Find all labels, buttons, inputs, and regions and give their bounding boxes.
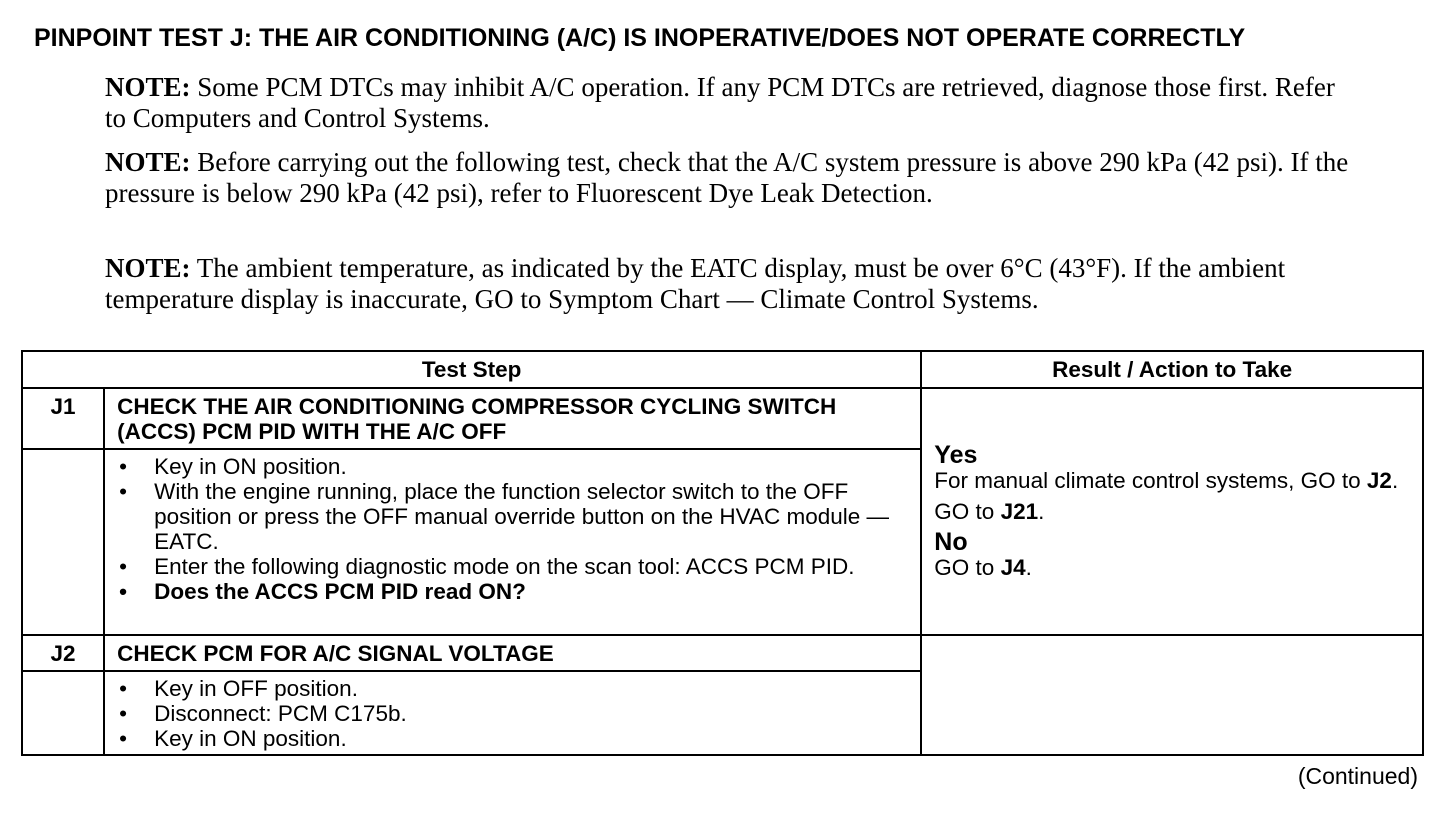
step-bullets-j1 [104,449,921,635]
note-label: NOTE: [105,147,191,177]
ref-j2-link: J2 [1366,468,1392,493]
list-item: • With the engine running, place the function selector switch to the OFF position or press the OFF manual override button on the HVAC module — EATC. [119,479,910,554]
result-yes-label: Yes [934,441,978,469]
result-goto-text: GO to [934,555,1001,580]
result-punct: . [1038,499,1045,524]
header-test-step: Test Step [22,351,921,388]
step-id-j1: J1 [22,388,104,449]
step-bullets-j2 [104,671,921,755]
continued-label: (Continued) [1297,763,1418,789]
step-id-spacer [22,449,104,635]
result-yes-text-2 [934,499,1418,524]
step-id-j2: J2 [22,635,104,671]
result-goto-text: GO to [934,499,1001,524]
list-item: • Enter the following diagnostic mode on the scan tool: ACCS PCM PID. [119,554,910,579]
result-no-label: No [934,528,968,556]
result-cell-j1 [921,388,1423,635]
list-item-question: • Does the ACCS PCM PID read ON? [119,579,910,604]
result-yes-text-1 [934,468,1418,493]
pinpoint-test-table [21,350,1424,756]
ref-j21-link: J21 [1000,499,1039,524]
note-system-pressure [105,147,1355,208]
result-yes-text: For manual climate control systems, GO to [934,468,1367,493]
note-text: Before carrying out the following test, check that the A/C system pressure is above 290 kPa (42 psi). If the pressure is below 290 kPa (42 psi), refer to Fluorescent Dye Leak Detection. [105,147,1349,208]
step-heading-j2: CHECK PCM FOR A/C SIGNAL VOLTAGE [104,635,921,671]
note-pcm-dtcs [105,72,1355,133]
note-ambient-temperature [105,253,1355,314]
note-text: The ambient temperature, as indicated by the EATC display, must be over 6°C (43°F). If the ambient temperature display is inaccurate, GO to Symptom Chart — Climate Control Systems. [105,253,1286,314]
result-no-text [934,555,1418,580]
result-cell-j2 [921,635,1423,755]
result-punct: . [1391,468,1399,493]
list-item: • Disconnect: PCM C175b. [119,701,910,726]
table-header-row [22,351,1423,388]
header-result-action: Result / Action to Take [921,351,1423,388]
page-title: PINPOINT TEST J: THE AIR CONDITIONING (A/C) IS INOPERATIVE/DOES NOT OPERATE CORRECTLY [34,24,1246,52]
step-j2-heading-row [22,635,1423,671]
result-punct: . [1025,555,1032,580]
step-heading-j1: CHECK THE AIR CONDITIONING COMPRESSOR CYCLING SWITCH (ACCS) PCM PID WITH THE A/C OFF [104,388,921,449]
ref-j4-link: J4 [1000,555,1026,580]
list-item: • Key in ON position. [119,454,910,479]
step-id-spacer [22,671,104,755]
step-j1-heading-row [22,388,1423,449]
note-label: NOTE: [105,253,191,283]
list-item: • Key in ON position. [119,726,910,751]
list-item: • Key in OFF position. [119,676,910,701]
note-text: Some PCM DTCs may inhibit A/C operation. If any PCM DTCs are retrieved, diagnose those first. Refer to Computers and Control Systems. [105,72,1335,133]
note-label: NOTE: [105,72,191,102]
